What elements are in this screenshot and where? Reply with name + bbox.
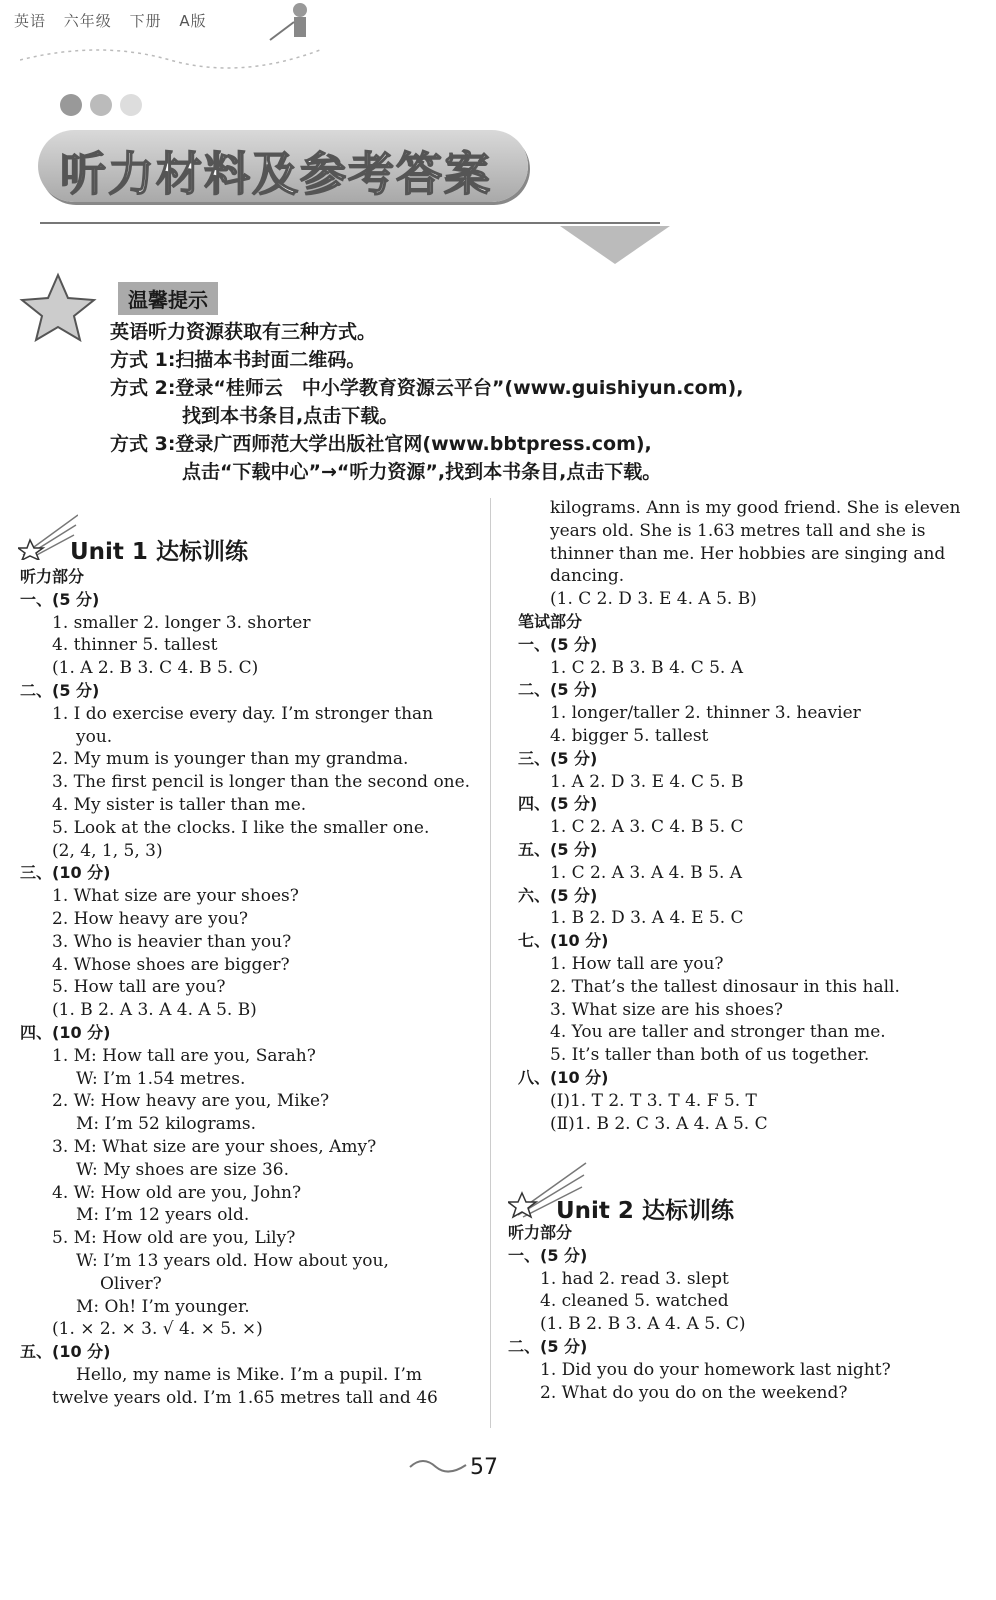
answer-line-indented: M: I’m 12 years old. — [76, 1205, 250, 1226]
answer-line: 4. W: How old are you, John? — [52, 1182, 302, 1203]
answer-line: 1. longer/taller 2. thinner 3. heavier — [550, 703, 861, 724]
header-subject: 英语 — [14, 12, 47, 30]
tip-line: 英语听力资源获取有三种方式。 — [110, 321, 377, 343]
header-volume: 下册 — [129, 12, 162, 30]
answer-line: 5. M: How old are you, Lily? — [52, 1228, 296, 1249]
kid-figure-icon — [260, 0, 320, 50]
tip-line: 方式 3:登录广西师范大学出版社官网(www.bbtpress.com), — [110, 433, 652, 455]
header-grade: 六年级 — [63, 12, 112, 30]
answer-line: (1. B 2. A 3. A 4. A 5. B) — [52, 1000, 257, 1021]
section-label: 六、(5 分) — [518, 885, 598, 905]
answer-line: twelve years old. I’m 1.65 metres tall and 46 — [52, 1387, 438, 1408]
section-label: 八、(10 分) — [518, 1067, 609, 1087]
right-column-unit2 — [508, 1222, 968, 1404]
answer-line: 1. C 2. A 3. C 4. B 5. C — [550, 817, 744, 838]
decor-dot-icon — [120, 94, 142, 116]
answer-line: (2, 4, 1, 5, 3) — [52, 840, 163, 861]
answer-line: 1. What size are your shoes? — [52, 886, 299, 907]
answer-line-indented: Hello, my name is Mike. I’m a pupil. I’m — [76, 1364, 422, 1385]
tip-line: 找到本书条目,点击下载。 — [182, 405, 399, 427]
answer-line-indented: Oliver? — [100, 1273, 162, 1294]
answer-line: years old. She is 1.63 metres tall and she is — [550, 520, 926, 541]
answer-line-indented: M: Oh! I’m younger. — [76, 1296, 250, 1317]
star-icon — [18, 272, 98, 342]
column-divider — [490, 498, 491, 1428]
footer-ornament-icon — [408, 1453, 468, 1479]
answer-line-indented: W: I’m 13 years old. How about you, — [76, 1250, 389, 1271]
section-label: 四、(10 分) — [20, 1022, 111, 1042]
answer-line: (Ⅰ)1. T 2. T 3. T 4. F 5. T — [550, 1090, 757, 1111]
section-label: 五、(5 分) — [518, 839, 598, 859]
section-label: 一、(5 分) — [508, 1245, 588, 1265]
section-label: 听力部分 — [508, 1223, 573, 1242]
section-label: 笔试部分 — [518, 611, 583, 631]
answer-line: 1. C 2. B 3. B 4. C 5. A — [550, 657, 744, 678]
section-label: 七、(10 分) — [518, 931, 609, 951]
answer-line-indented: M: I’m 52 kilograms. — [76, 1114, 257, 1135]
answer-line-indented: you. — [76, 726, 113, 747]
answer-line-indented: W: I’m 1.54 metres. — [76, 1068, 246, 1089]
unit1-title: Unit 1 达标训练 — [70, 539, 248, 565]
answer-line: (Ⅱ)1. B 2. C 3. A 4. A 5. C — [550, 1113, 768, 1134]
shooting-star-icon — [18, 510, 78, 560]
answer-line: dancing. — [550, 566, 625, 587]
answer-line: 5. It’s taller than both of us together. — [550, 1045, 870, 1066]
answer-line: thinner than me. Her hobbies are singing and — [550, 543, 946, 564]
answer-line: 4. thinner 5. tallest — [52, 635, 218, 656]
page-number: 57 — [470, 1455, 498, 1480]
answer-line: 2. What do you do on the weekend? — [540, 1382, 848, 1403]
tips-tag: 温馨提示 — [118, 282, 218, 315]
tip-line: 方式 2:登录“桂师云 中小学教育资源云平台”(www.guishiyun.com), — [110, 377, 744, 399]
answer-line: 2. W: How heavy are you, Mike? — [52, 1091, 330, 1112]
section-label: 三、(10 分) — [20, 863, 111, 883]
answer-line: (1. × 2. × 3. √ 4. × 5. ×) — [52, 1319, 263, 1340]
section-label: 二、(5 分) — [20, 680, 100, 700]
section-label: 二、(5 分) — [518, 680, 598, 700]
right-column — [518, 497, 978, 1135]
answer-line: 3. Who is heavier than you? — [52, 931, 292, 952]
answer-line: 1. I do exercise every day. I’m stronger than — [52, 703, 434, 724]
tip-line: 点击“下载中心”→“听力资源”,找到本书条目,点击下载。 — [182, 461, 662, 483]
decor-triangle — [560, 226, 670, 264]
header-edition: A版 — [179, 12, 207, 30]
answer-line-indented: W: My shoes are size 36. — [76, 1159, 289, 1180]
decor-dot-icon — [60, 94, 82, 116]
answer-line: 3. M: What size are your shoes, Amy? — [52, 1136, 377, 1157]
answer-line: 1. A 2. D 3. E 4. C 5. B — [550, 771, 744, 792]
answer-line: 3. The first pencil is longer than the second one. — [52, 772, 471, 793]
decor-dot-icon — [90, 94, 112, 116]
section-label: 一、(5 分) — [20, 589, 100, 609]
banner-title: 听力材料及参考答案 — [60, 147, 492, 201]
left-column — [20, 566, 480, 1409]
banner-rule — [40, 222, 660, 224]
answer-line: 1. smaller 2. longer 3. shorter — [52, 612, 311, 633]
answer-line: 4. cleaned 5. watched — [540, 1291, 729, 1312]
section-label: 三、(5 分) — [518, 748, 598, 768]
answer-line: 1. B 2. D 3. A 4. E 5. C — [550, 908, 744, 929]
answer-line: kilograms. Ann is my good friend. She is eleven — [550, 498, 961, 518]
answer-line: 4. My sister is taller than me. — [52, 794, 307, 815]
tip-line: 方式 1:扫描本书封面二维码。 — [110, 349, 366, 371]
answer-line: 4. bigger 5. tallest — [550, 725, 709, 746]
answer-line: 1. had 2. read 3. slept — [540, 1268, 729, 1289]
answer-line: 2. My mum is younger than my grandma. — [52, 749, 409, 770]
section-label: 听力部分 — [20, 567, 85, 586]
section-label: 四、(5 分) — [518, 794, 598, 814]
answer-line: (1. C 2. D 3. E 4. A 5. B) — [550, 589, 757, 610]
section-label: 二、(5 分) — [508, 1336, 588, 1356]
section-label: 五、(10 分) — [20, 1342, 111, 1362]
tips-block — [110, 318, 743, 486]
answer-line: 1. C 2. A 3. A 4. B 5. A — [550, 862, 743, 883]
running-header — [14, 10, 219, 31]
answer-line: 1. How tall are you? — [550, 953, 724, 974]
section-label: 一、(5 分) — [518, 634, 598, 654]
answer-line: 2. How heavy are you? — [52, 908, 249, 929]
answer-line: 2. That’s the tallest dinosaur in this hall. — [550, 976, 900, 997]
answer-line: 1. Did you do your homework last night? — [540, 1359, 891, 1380]
unit2-title: Unit 2 达标训练 — [556, 1198, 734, 1224]
answer-line: 5. How tall are you? — [52, 977, 226, 998]
answer-line: 5. Look at the clocks. I like the smaller one. — [52, 817, 430, 838]
answer-line: 1. M: How tall are you, Sarah? — [52, 1045, 316, 1066]
answer-line: (1. A 2. B 3. C 4. B 5. C) — [52, 658, 259, 679]
answer-line: 4. Whose shoes are bigger? — [52, 954, 290, 975]
answer-line: 4. You are taller and stronger than me. — [550, 1022, 886, 1043]
answer-line: 3. What size are his shoes? — [550, 999, 784, 1020]
answer-line: (1. B 2. B 3. A 4. A 5. C) — [540, 1314, 746, 1335]
